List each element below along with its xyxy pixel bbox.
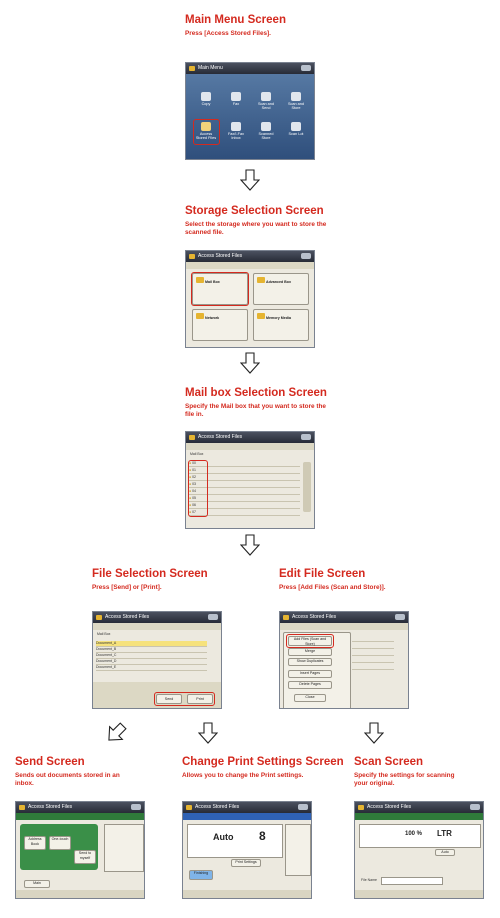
print-settings-title: Access Stored Files	[195, 804, 240, 810]
insert-pages-button[interactable]	[288, 670, 332, 678]
main-button[interactable]	[24, 880, 50, 888]
close-button[interactable]	[208, 614, 218, 620]
copy-icon	[201, 92, 211, 101]
menu-label: Delete Pages	[299, 682, 321, 686]
menu-label: Close	[305, 695, 315, 699]
close-button[interactable]	[131, 804, 141, 810]
folder-icon	[189, 254, 195, 259]
tile-label: Scan and Send	[257, 102, 275, 110]
send-to-myself-button[interactable]	[74, 850, 96, 864]
table-row[interactable]	[352, 650, 394, 656]
close-button[interactable]	[395, 614, 405, 620]
close-menu-button[interactable]	[294, 694, 326, 702]
menu-label: Show Duplicates	[296, 659, 324, 663]
tile-scanned-store[interactable]	[254, 121, 278, 139]
highlight-mail-box	[191, 272, 249, 306]
main-menu-titlebar	[186, 63, 314, 74]
fax-icon	[231, 92, 241, 101]
row-number: 04	[192, 489, 197, 493]
button-label: Finishing	[193, 871, 209, 875]
close-button[interactable]	[301, 253, 311, 259]
step-desc-storage: Select the storage where you want to store the scanned file.	[185, 221, 327, 236]
list-item[interactable]: ● 00	[189, 461, 300, 467]
down-arrow-icon	[198, 722, 218, 744]
folder-icon	[96, 615, 102, 620]
send-label: Send	[164, 697, 174, 701]
print-panel	[187, 824, 283, 858]
highlight-access-stored-files	[193, 119, 220, 145]
highlight-send-print	[154, 692, 215, 706]
row-name: Document_D	[96, 659, 117, 663]
row-number: 01	[192, 468, 197, 472]
step-desc-print-settings: Allows you to change the Print settings.	[182, 772, 304, 779]
scan-screenshot	[354, 801, 484, 899]
close-button[interactable]	[298, 804, 308, 810]
network-icon	[196, 313, 204, 319]
step-title-print-settings: Change Print Settings Screen	[182, 756, 344, 768]
close-button[interactable]	[470, 804, 480, 810]
down-arrow-icon	[240, 352, 260, 374]
menu-label: Insert Pages	[299, 671, 321, 675]
tile-scan-lot[interactable]	[284, 121, 308, 139]
scan-subbar	[355, 813, 483, 820]
tile-scan-store[interactable]	[284, 91, 308, 109]
step-desc-file-selection: Press [Send] or [Print].	[92, 584, 162, 591]
mailbox-title: Access Stored Files	[198, 434, 243, 440]
highlight-add-files	[286, 634, 334, 648]
mailbox-titlebar	[186, 432, 314, 443]
step-desc-mailbox: Specify the Mail box that you want to store the file in.	[185, 403, 326, 418]
step-title-main-menu: Main Menu Screen	[185, 14, 286, 26]
table-row[interactable]	[352, 657, 394, 663]
mailbox-subbar	[186, 443, 314, 450]
copies-value: 8	[259, 829, 266, 843]
tile-scan-send[interactable]	[254, 91, 278, 109]
auto-checkbox[interactable]	[435, 849, 455, 856]
step-desc-main-menu: Press [Access Stored Files].	[185, 30, 271, 37]
storage-subbar	[186, 262, 314, 269]
diagonal-arrow-icon	[104, 721, 128, 745]
row-name: Document_E	[96, 665, 117, 669]
print-settings-screenshot	[182, 801, 312, 899]
inbox-icon	[231, 122, 241, 131]
storage-title: Access Stored Files	[198, 253, 243, 259]
table-row[interactable]	[352, 636, 394, 642]
scanned-icon	[261, 122, 271, 131]
step-desc-edit-file: Press [Add Files (Scan and Store)].	[279, 584, 386, 591]
send-titlebar	[16, 802, 144, 813]
button-label: Address Book	[28, 837, 42, 846]
row-name: Document_C	[96, 653, 117, 657]
print-side-panel	[285, 824, 311, 876]
card-label: Mail Box	[205, 280, 220, 284]
tile-copy[interactable]	[194, 91, 218, 109]
close-button[interactable]	[301, 65, 311, 71]
finishing-button[interactable]	[189, 870, 213, 880]
down-arrow-icon	[364, 722, 384, 744]
list-item[interactable]: ● 07	[189, 510, 300, 516]
row-number: 00	[192, 461, 197, 465]
row-number: 06	[192, 503, 197, 507]
step-title-mailbox: Mail box Selection Screen	[185, 387, 327, 399]
file-selection-titlebar	[93, 612, 221, 623]
tile-label: Scanned Store	[258, 132, 274, 140]
folder-icon	[189, 435, 195, 440]
button-label: One-touch	[51, 837, 69, 841]
list-item[interactable]: ● 04	[189, 489, 300, 495]
file-name-label: File Name	[361, 878, 377, 882]
checkbox-label: Auto	[441, 850, 449, 854]
scan-titlebar	[355, 802, 483, 813]
card-label: Advanced Box	[266, 280, 291, 284]
file-selection-screenshot	[92, 611, 222, 709]
row-name: Document_A	[96, 641, 117, 645]
step-title-send: Send Screen	[15, 756, 85, 768]
main-menu-screenshot	[185, 62, 315, 160]
print-settings-subbar	[183, 813, 311, 820]
step-desc-send: Sends out documents stored in an inbox.	[15, 772, 120, 787]
row-number: 07	[192, 510, 197, 514]
scan-lot-icon	[291, 122, 301, 131]
tile-label: Fax	[232, 102, 240, 106]
down-arrow-icon	[240, 534, 260, 556]
status-bar	[183, 890, 311, 898]
edit-file-subbar	[280, 623, 408, 630]
step-title-storage: Storage Selection Screen	[185, 205, 324, 217]
tile-label: Copy	[201, 102, 211, 106]
mailbox-header: Mail Box	[190, 452, 204, 456]
main-menu-title: Main Menu	[198, 65, 223, 71]
table-row[interactable]	[96, 665, 207, 671]
card-network[interactable]	[192, 309, 248, 341]
edit-file-title: Access Stored Files	[292, 614, 337, 620]
status-bar	[16, 890, 144, 898]
highlight-mailbox-list	[188, 460, 208, 517]
merge-button[interactable]	[288, 648, 332, 656]
close-button[interactable]	[301, 434, 311, 440]
file-selection-subbar	[93, 623, 221, 630]
memory-media-icon	[257, 313, 265, 319]
delete-pages-button[interactable]	[288, 681, 332, 689]
print-label: Print	[196, 697, 204, 701]
tile-label: Scan Lot	[288, 132, 304, 136]
paper-value: Auto	[213, 832, 234, 842]
scan-send-icon	[261, 92, 271, 101]
folder-icon	[283, 615, 289, 620]
folder-icon	[186, 805, 192, 810]
edit-file-screenshot	[279, 611, 409, 709]
show-duplicates-button[interactable]	[288, 658, 332, 666]
paper-size-value: LTR	[437, 829, 452, 838]
one-touch-button[interactable]	[49, 836, 71, 850]
row-name: Document_B	[96, 647, 117, 651]
card-memory-media[interactable]	[253, 309, 309, 341]
table-row[interactable]	[352, 664, 394, 670]
folder-icon	[358, 805, 364, 810]
button-label: Print Settings	[235, 860, 257, 864]
list-item[interactable]: ● 03	[189, 482, 300, 488]
card-advanced-box[interactable]	[253, 273, 309, 305]
send-screenshot	[15, 801, 145, 899]
row-number: 05	[192, 496, 197, 500]
send-title: Access Stored Files	[28, 804, 73, 810]
button-label: Main	[33, 881, 41, 885]
folder-icon	[19, 805, 25, 810]
advanced-box-icon	[257, 277, 265, 283]
down-arrow-icon	[240, 169, 260, 191]
menu-label: Merge	[304, 649, 316, 653]
app-icon	[189, 66, 195, 71]
edit-file-titlebar	[280, 612, 408, 623]
status-bar	[355, 890, 483, 898]
list-item[interactable]: ● 01	[189, 468, 300, 474]
tile-fax[interactable]	[224, 91, 248, 109]
scan-store-icon	[291, 92, 301, 101]
zoom-value: 100 %	[405, 831, 423, 837]
scan-title: Access Stored Files	[367, 804, 412, 810]
storage-titlebar	[186, 251, 314, 262]
tile-label: Access Stored Files	[195, 132, 217, 140]
list-item[interactable]: ● 02	[189, 475, 300, 481]
file-name-input[interactable]	[381, 877, 443, 885]
step-desc-scan: Specify the settings for scanning your original.	[354, 772, 455, 787]
tile-label: Scan and Store	[287, 102, 305, 110]
file-selection-title: Access Stored Files	[105, 614, 150, 620]
list-item[interactable]: ● 06	[189, 503, 300, 509]
table-row[interactable]	[352, 643, 394, 649]
send-side-panel	[104, 824, 144, 872]
step-title-edit-file: Edit File Screen	[279, 568, 366, 580]
row-number: 03	[192, 482, 197, 486]
card-label: Network	[205, 316, 220, 320]
scrollbar[interactable]	[303, 462, 311, 512]
card-label: Memory Media	[266, 316, 291, 320]
button-label: Send to myself	[78, 851, 92, 860]
address-book-button[interactable]	[24, 836, 46, 850]
file-selection-header: Mail Box	[97, 632, 111, 636]
row-number: 02	[192, 475, 197, 479]
print-settings-button[interactable]	[231, 859, 261, 867]
menu-label: Add Files (Scan and Store)	[293, 637, 327, 646]
tile-fax-inbox[interactable]	[224, 121, 248, 139]
mailbox-screenshot	[185, 431, 315, 529]
step-title-scan: Scan Screen	[354, 756, 424, 768]
list-item[interactable]: ● 05	[189, 496, 300, 502]
print-settings-titlebar	[183, 802, 311, 813]
storage-screenshot	[185, 250, 315, 348]
tile-label: Fax/I-Fax Inbox	[227, 132, 245, 140]
step-title-file-selection: File Selection Screen	[92, 568, 208, 580]
send-subbar	[16, 813, 144, 820]
